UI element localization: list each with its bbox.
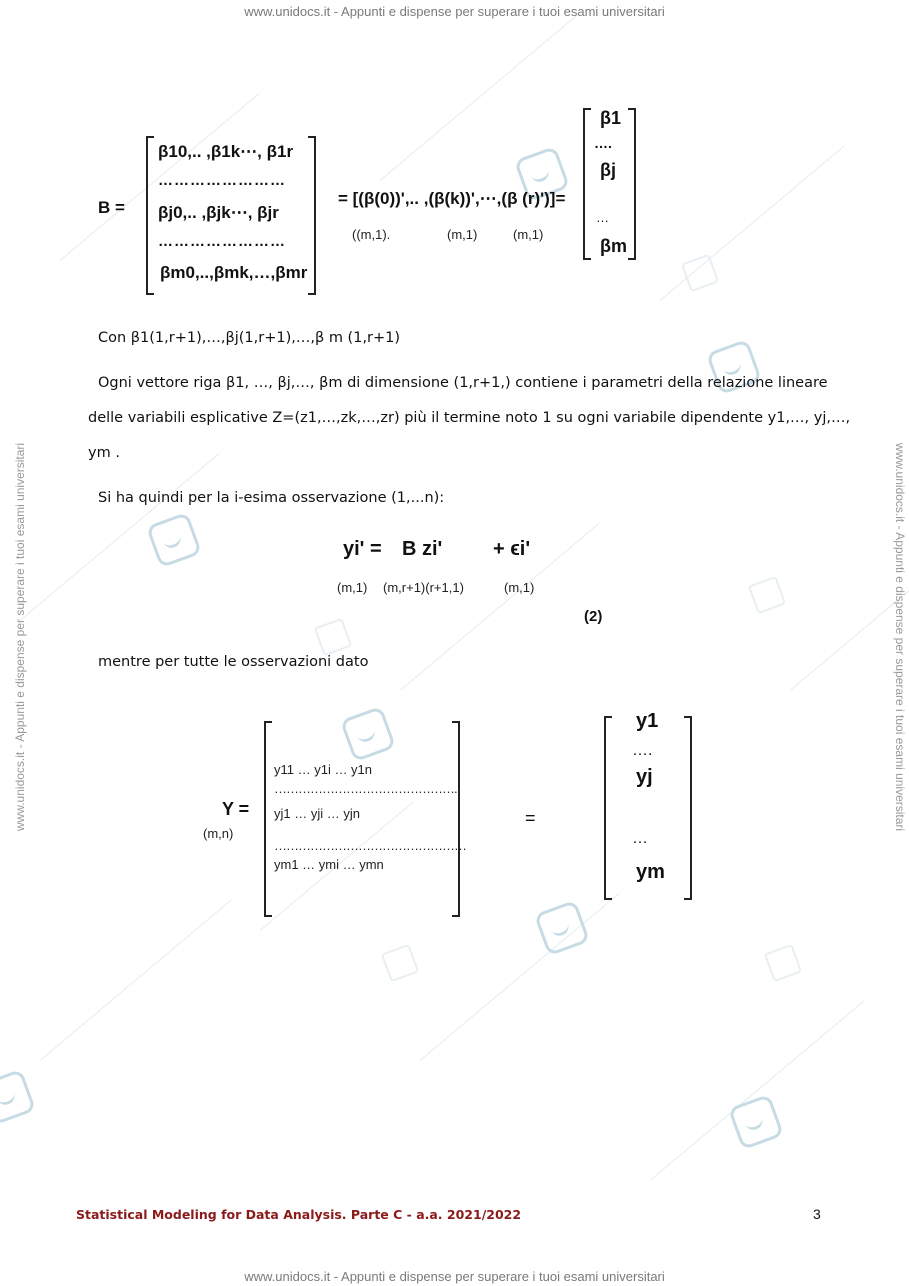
paragraph-line-1: Ogni vettore riga β1, …, βj,…, βm di dimensione (1,r+1,) contiene i parametri della relazione lineare <box>98 375 828 391</box>
equation-number: (2) <box>584 608 603 625</box>
eq2-middle: B zi' <box>402 538 443 560</box>
y-vector-entry-3: yj <box>636 766 653 788</box>
paragraph-line-3: ym . <box>88 445 120 461</box>
dim-beta-r: (m,1) <box>513 227 544 242</box>
watermark-logo-icon <box>0 1069 36 1125</box>
beta-vector-entry-2: …. <box>594 135 612 151</box>
beta-vector-entry-1: β1 <box>600 108 621 128</box>
watermark-logo-icon <box>534 900 590 956</box>
beta-vector-right-bracket <box>628 108 636 260</box>
matrix-y-left-bracket <box>264 721 272 917</box>
y-vector-right-bracket <box>684 716 692 900</box>
matrix-b-columns-expression: = [(β(0))',.. ,(β(k))',⋯,(β (r)')]= <box>338 189 566 208</box>
matrix-b-row-1: β10,.. ,β1k⋯, β1r <box>158 142 294 161</box>
beta-vector-entry-3: βj <box>600 160 616 180</box>
matrix-y-row-5: ym1 … ymi … ymn <box>274 857 384 872</box>
matrix-y-dimension: (m,n) <box>203 826 234 841</box>
watermark-badge-icon <box>764 944 802 982</box>
beta-vector-entry-4: … <box>596 210 609 225</box>
watermark-logo-icon <box>146 512 202 568</box>
y-vector-entry-1: y1 <box>636 710 659 732</box>
y-vector-entry-4: … <box>632 830 648 847</box>
matrix-y-row-1: y11 … y1i … y1n <box>274 762 373 777</box>
watermark-logo-icon <box>728 1094 784 1150</box>
dim-beta-k: (m,1) <box>447 227 478 242</box>
footer-watermark: www.unidocs.it - Appunti e dispense per superare i tuoi esami universitari <box>244 1269 665 1284</box>
right-side-watermark: www.unidocs.it - Appunti e dispense per superare i tuoi esami universitari <box>893 442 907 832</box>
matrix-y-label: Y = <box>222 799 250 819</box>
matrix-b-row-4: …………………… <box>158 233 286 250</box>
footer-course-title: Statistical Modeling for Data Analysis. Parte C - a.a. 2021/2022 <box>76 1207 522 1222</box>
eq2-rhs: + ϵi' <box>493 538 531 560</box>
matrix-b-right-bracket <box>308 136 316 295</box>
matrix-b-row-5: βm0,..,βmk,…,βmr <box>160 263 308 282</box>
matrix-b-row-3: βj0,.. ,βjk⋯, βjr <box>158 203 279 222</box>
dim-beta-0: ((m,1). <box>352 227 391 242</box>
matrix-y-row-2: ………………………………………. <box>274 781 457 796</box>
watermark-badge-icon <box>748 576 786 614</box>
watermark-badge-icon <box>381 944 419 982</box>
y-vector-entry-2: …. <box>632 742 653 759</box>
eq2-dim-rhs: (m,1) <box>504 580 535 595</box>
mentre-line: mentre per tutte le osservazioni dato <box>98 654 369 670</box>
eq2-dim-middle: (m,r+1)(r+1,1) <box>383 580 464 595</box>
header-watermark: www.unidocs.it - Appunti e dispense per superare i tuoi esami universitari <box>244 4 665 19</box>
matrix-y-row-4: ………………………………………… <box>274 838 466 853</box>
left-side-watermark: www.unidocs.it - Appunti e dispense per superare i tuoi esami universitari <box>13 442 27 832</box>
matrix-b-left-bracket <box>146 136 154 295</box>
beta-vector-left-bracket <box>583 108 591 260</box>
matrix-y-equals: = <box>525 808 536 828</box>
page-number: 3 <box>813 1206 821 1222</box>
beta-vector-entry-5: βm <box>600 236 627 256</box>
watermark-logo-icon <box>340 706 396 762</box>
eq2-lhs: yi' = <box>343 538 382 560</box>
paragraph-line-2: delle variabili esplicative Z=(z1,…,zk,…,zr) più il termine noto 1 su ogni variabile dipendente y1,…, yj,…, <box>88 410 851 426</box>
watermark-badge-icon <box>314 618 352 656</box>
y-vector-entry-5: ym <box>636 861 665 883</box>
matrix-y-right-bracket <box>452 721 460 917</box>
matrix-b-label: B = <box>98 198 125 217</box>
si-ha-line: Si ha quindi per la i-esima osservazione (1,...n): <box>98 490 445 506</box>
y-vector-left-bracket <box>604 716 612 900</box>
matrix-y-row-3: yj1 … yji … yjn <box>274 806 360 821</box>
watermark-badge-icon <box>681 254 719 292</box>
matrix-b-row-2: …………………… <box>158 172 286 189</box>
con-line: Con β1(1,r+1),…,βj(1,r+1),…,β m (1,r+1) <box>98 330 401 346</box>
eq2-dim-lhs: (m,1) <box>337 580 368 595</box>
